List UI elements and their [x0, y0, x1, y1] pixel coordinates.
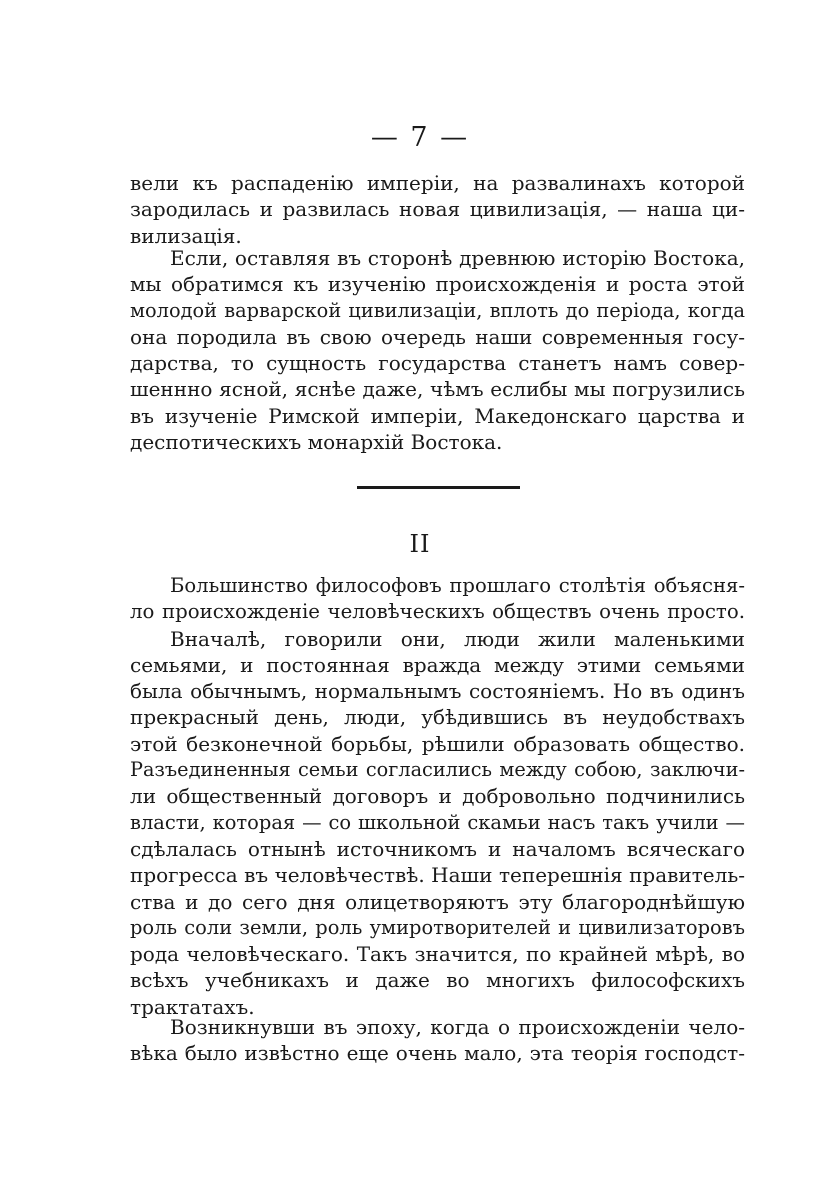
text-line: сдѣлалась отнынѣ источникомъ и началомъ всяческаго: [130, 836, 745, 861]
text-line: власти, которая — со школьной скамьи насъ такъ учили —: [130, 810, 745, 834]
text-line: трактатахъ.: [130, 994, 255, 1019]
section-divider: [357, 486, 520, 489]
paragraph-1: [130, 170, 745, 249]
text-line: въ изученіе Римской имперіи, Македонскаго царства и: [130, 403, 745, 428]
text-line: была обычнымъ, нормальнымъ состояніемъ. Но въ одинъ: [130, 679, 745, 704]
text-line: Разъединенныя семьи согласились между собою, заключи-: [130, 758, 745, 782]
section-heading: II: [409, 530, 431, 558]
paragraph-4: [130, 1014, 745, 1067]
text-line: ло происхожденіе человѣческихъ обществъ очень просто.: [130, 600, 745, 624]
text-line: вели къ распаденію имперіи, на развалинахъ которой: [130, 171, 745, 195]
text-line: Большинство философовъ прошлаго столѣтія объясня-: [170, 574, 745, 597]
text-line: Возникнувши въ эпоху, когда о происхожденіи чело-: [170, 1015, 745, 1039]
text-line: прогресса въ человѣчествѣ. Наши теперешнія правитель-: [130, 863, 745, 888]
text-line: зародилась и развилась новая цивилизація, — наша ци-: [130, 197, 745, 222]
text-line: рода человѣческаго. Такъ значится, по крайней мѣрѣ, во: [130, 942, 745, 967]
paragraph-3: [130, 573, 745, 1020]
text-line: всѣхъ учебникахъ и даже во многихъ философскихъ: [130, 968, 745, 993]
text-line: Если, оставляя въ сторонѣ древнюю исторію Востока,: [170, 246, 745, 270]
text-line: шеннно ясной, яснѣе даже, чѣмъ еслибы мы погрузились: [130, 377, 745, 402]
paragraph-2: [130, 245, 745, 455]
text-line: семьями, и постоянная вражда между этими семьями: [130, 652, 745, 677]
text-line: молодой варварской цивилизаціи, вплоть до періода, когда: [130, 298, 745, 322]
text-line: прекрасный день, люди, убѣдившись въ неудобствахъ: [130, 705, 745, 730]
text-line: роль соли земли, роль умиротворителей и цивилизаторовъ: [130, 915, 745, 939]
text-line: она породила въ свою очередь наши современныя госу-: [130, 324, 745, 349]
text-line: этой безконечной борьбы, рѣшили образовать общество.: [130, 731, 745, 756]
page-number: — 7 —: [370, 122, 470, 153]
text-line: Вначалѣ, говорили они, люди жили маленькими: [170, 626, 745, 651]
text-line: вѣка было извѣстно еще очень мало, эта теорія господст-: [130, 1041, 745, 1066]
text-line: дарства, то сущность государства станетъ намъ совер-: [130, 351, 745, 376]
text-line: деспотическихъ монархій Востока.: [130, 430, 503, 455]
text-line: мы обратимся къ изученію происхожденія и роста этой: [130, 272, 745, 297]
text-line: ства и до сего дня олицетворяютъ эту благороднѣйшую: [130, 889, 745, 914]
text-line: ли общественный договоръ и добровольно подчинились: [130, 784, 745, 809]
text-line: вилизація.: [130, 223, 242, 248]
